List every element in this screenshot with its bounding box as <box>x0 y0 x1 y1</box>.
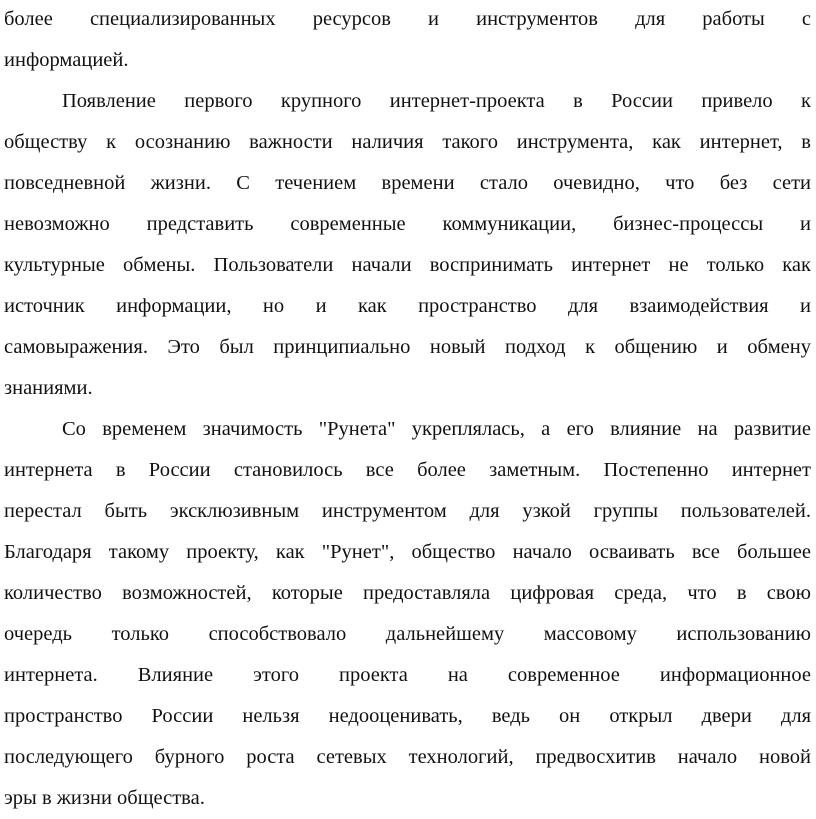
text-line: невозможно представить современные коммуникации, бизнес-процессы и <box>4 213 811 235</box>
text-line: эры в жизни общества. <box>4 787 205 809</box>
text-line: интернета в России становилось все более заметным. Постепенно интернет <box>4 459 811 481</box>
text-line: знаниями. <box>4 377 93 399</box>
text-line: Появление первого крупного интернет-проекта в России привело к <box>62 90 811 112</box>
text-line: пространство России нельзя недооценивать, ведь он открыл двери для <box>4 705 811 727</box>
text-line: очередь только способствовало дальнейшему массовому использованию <box>4 623 811 645</box>
text-line: Со временем значимость "Рунета" укреплялась, а его влияние на развитие <box>62 418 811 440</box>
text-line: культурные обмены. Пользователи начали воспринимать интернет не только как <box>4 254 811 276</box>
text-line: повседневной жизни. С течением времени стало очевидно, что без сети <box>4 172 811 194</box>
text-line: количество возможностей, которые предоставляла цифровая среда, что в свою <box>4 582 811 604</box>
text-line: перестал быть эксклюзивным инструментом для узкой группы пользователей. <box>4 500 811 522</box>
text-line: интернета. Влияние этого проекта на современное информационное <box>4 664 811 686</box>
text-line: более специализированных ресурсов и инструментов для работы с <box>4 8 811 30</box>
text-line: источник информации, но и как пространство для взаимодействия и <box>4 295 811 317</box>
text-line: Благодаря такому проекту, как "Рунет", общество начало осваивать все большее <box>4 541 811 563</box>
text-line: самовыражения. Это был принципиально новый подход к общению и обмену <box>4 336 811 358</box>
text-line: последующего бурного роста сетевых технологий, предвосхитив начало новой <box>4 746 811 768</box>
text-line: обществу к осознанию важности наличия такого инструмента, как интернет, в <box>4 131 811 153</box>
text-line: информацией. <box>4 49 129 71</box>
